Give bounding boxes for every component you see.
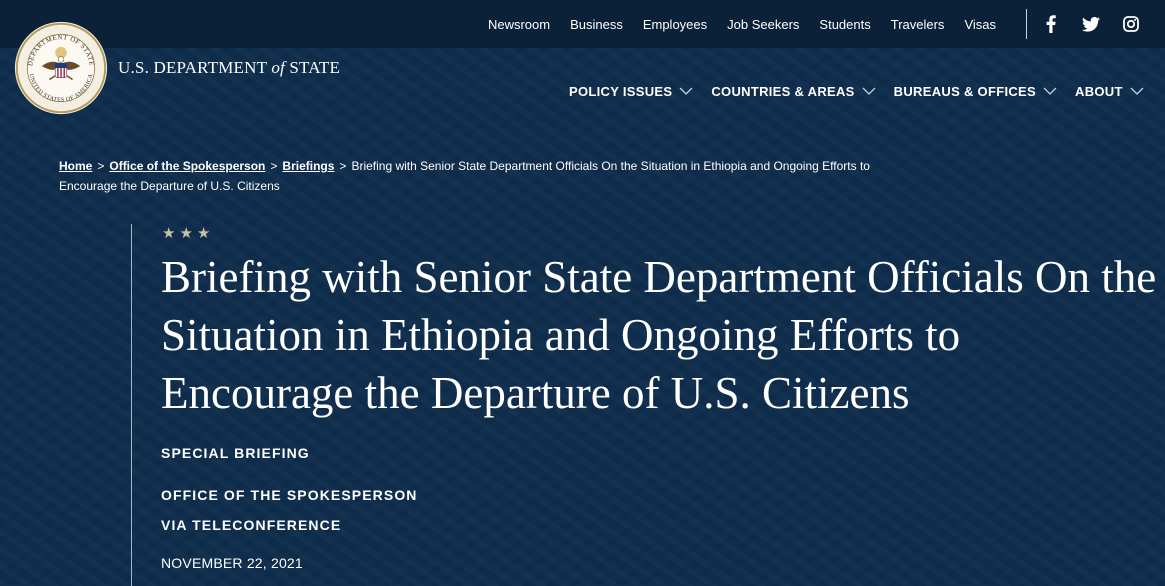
utility-link-visas[interactable]: Visas — [964, 16, 996, 32]
utility-nav — [488, 0, 996, 48]
chevron-down-icon — [1043, 87, 1057, 96]
chevron-down-icon — [679, 87, 693, 96]
breadcrumb — [59, 156, 909, 196]
utility-link-business[interactable]: Business — [570, 16, 623, 32]
breadcrumb-briefings[interactable]: Briefings — [282, 159, 335, 173]
chevron-down-icon — [862, 87, 876, 96]
briefing-location: VIA TELECONFERENCE — [161, 517, 342, 533]
breadcrumb-separator: > — [270, 159, 278, 173]
facebook-icon[interactable] — [1042, 15, 1060, 33]
seal-top-text: DEPARTMENT OF STATE — [27, 34, 95, 67]
utility-link-newsroom[interactable]: Newsroom — [487, 16, 551, 32]
main-nav-about[interactable] — [1075, 84, 1144, 99]
agency-name — [118, 58, 340, 78]
breadcrumb-office[interactable]: Office of the Spokesperson — [109, 159, 266, 173]
article-rule — [131, 224, 132, 586]
utility-link-students[interactable]: Students — [819, 16, 871, 32]
main-nav-label: COUNTRIES & AREAS — [711, 83, 855, 99]
briefing-type: SPECIAL BRIEFING — [161, 445, 310, 461]
breadcrumb-separator: > — [97, 159, 105, 173]
main-nav-countries-areas[interactable] — [711, 84, 875, 99]
main-nav-policy-issues[interactable] — [569, 84, 693, 99]
utility-link-travelers[interactable]: Travelers — [890, 16, 945, 32]
chevron-down-icon — [1130, 87, 1144, 96]
briefing-date: NOVEMBER 22, 2021 — [161, 555, 303, 571]
breadcrumb-home[interactable]: Home — [59, 159, 93, 173]
agency-name-prefix: U.S. DEPARTMENT — [118, 58, 267, 77]
page-title: Briefing with Senior State Department Officials On the Situation in Ethiopia and Ongoing Efforts to Encourage the Departure of U.S. Citizens — [161, 252, 1157, 418]
utility-divider — [1026, 9, 1027, 39]
briefing-office: OFFICE OF THE SPOKESPERSON — [161, 487, 418, 503]
main-nav-label: BUREAUS & OFFICES — [893, 83, 1036, 99]
breadcrumb-current: Briefing with Senior State Department Officials On the Situation in Ethiopia and Ongoing Efforts to Encourage the Departure of U.S. Citizens — [59, 159, 870, 193]
agency-name-of: of — [271, 58, 285, 77]
state-department-seal-icon — [13, 20, 109, 116]
main-nav — [569, 80, 1144, 102]
main-nav-label: ABOUT — [1075, 83, 1123, 99]
instagram-icon[interactable] — [1122, 15, 1140, 33]
agency-name-suffix: STATE — [289, 58, 341, 77]
main-nav-bureaus-offices[interactable] — [894, 84, 1057, 99]
seal-bottom-text: UNITED STATES OF AMERICA — [27, 73, 95, 104]
twitter-icon[interactable] — [1082, 15, 1100, 33]
utility-link-employees[interactable]: Employees — [642, 16, 708, 32]
utility-link-job-seekers[interactable]: Job Seekers — [727, 16, 800, 32]
main-nav-label: POLICY ISSUES — [569, 83, 673, 99]
breadcrumb-separator: > — [339, 159, 347, 173]
stars-ornament: ★★★ — [162, 225, 215, 242]
social-links — [1042, 0, 1140, 48]
site-logo[interactable] — [13, 20, 340, 116]
